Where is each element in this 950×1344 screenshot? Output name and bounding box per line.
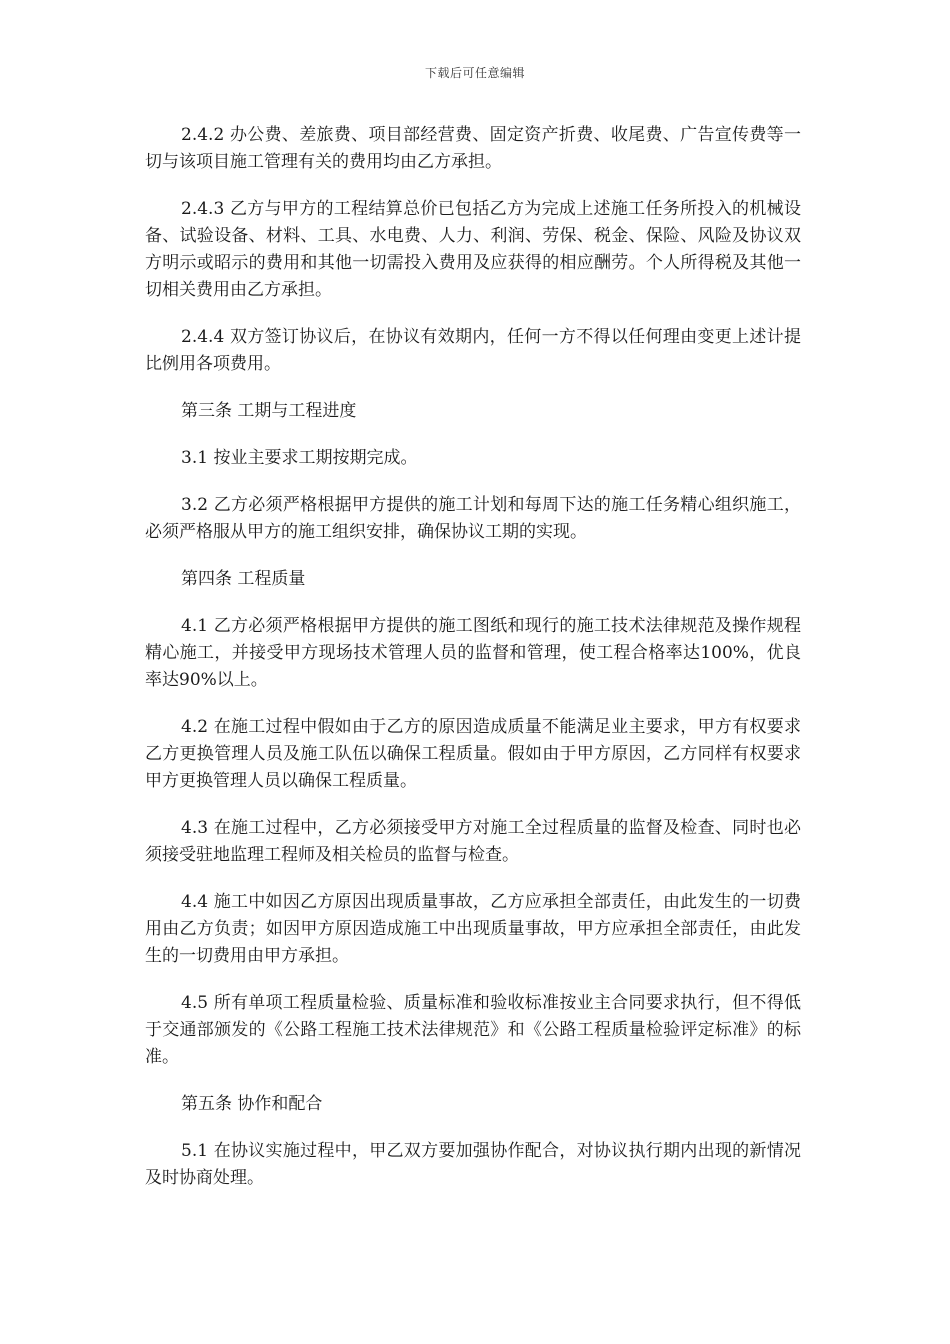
section-heading-article-3: 第三条 工期与工程进度 xyxy=(181,401,357,421)
paragraph-2-4-2: 2.4.2 办公费、差旅费、项目部经营费、固定资产折费、收尾费、广告宣传费等一切与该项目施工管理有关的费用均由乙方承担。 xyxy=(145,125,801,172)
paragraph-4-4: 4.4 施工中如因乙方原因出现质量事故，乙方应承担全部责任，由此发生的一切费用由乙方负责；如因甲方原因造成施工中出现质量事故，甲方应承担全部责任，由此发生的一切费用由甲方承担。 xyxy=(145,892,801,966)
paragraph-4-2: 4.2 在施工过程中假如由于乙方的原因造成质量不能满足业主要求，甲方有权要求乙方更换管理人员及施工队伍以确保工程质量。假如由于甲方原因，乙方同样有权要求甲方更换管理人员以确保工程质量。 xyxy=(145,717,801,791)
paragraph-2-4-4: 2.4.4 双方签订协议后，在协议有效期内，任何一方不得以任何理由变更上述计提比例用各项费用。 xyxy=(145,327,801,374)
paragraph-2-4-3: 2.4.3 乙方与甲方的工程结算总价已包括乙方为完成上述施工任务所投入的机械设备、试验设备、材料、工具、水电费、人力、利润、劳保、税金、保险、风险及协议双方明示或昭示的费用和其他一切需投入费用及应获得的相应酬劳。个人所得税及其他一切相关费用由乙方承担。 xyxy=(145,199,801,300)
page-header-note: 下载后可任意编辑 xyxy=(424,66,525,80)
paragraph-4-3: 4.3 在施工过程中，乙方必须接受甲方对施工全过程质量的监督及检查、同时也必须接受驻地监理工程师及相关检员的监督与检查。 xyxy=(145,818,801,865)
paragraph-3-1: 3.1 按业主要求工期按期完成。 xyxy=(181,448,418,468)
section-heading-article-5: 第五条 协作和配合 xyxy=(181,1094,323,1114)
document-body xyxy=(145,122,801,1212)
paragraph-5-1: 5.1 在协议实施过程中，甲乙双方要加强协作配合，对协议执行期内出现的新情况及时协商处理。 xyxy=(145,1141,801,1188)
paragraph-4-1: 4.1 乙方必须严格根据甲方提供的施工图纸和现行的施工技术法律规范及操作规程精心施工，并接受甲方现场技术管理人员的监督和管理，使工程合格率达100%，优良率达90%以上。 xyxy=(145,616,801,690)
paragraph-4-5: 4.5 所有单项工程质量检验、质量标准和验收标准按业主合同要求执行，但不得低于交通部颁发的《公路工程施工技术法律规范》和《公路工程质量检验评定标准》的标准。 xyxy=(145,993,801,1067)
paragraph-3-2: 3.2 乙方必须严格根据甲方提供的施工计划和每周下达的施工任务精心组织施工，必须严格服从甲方的施工组织安排，确保协议工期的实现。 xyxy=(145,495,801,542)
section-heading-article-4: 第四条 工程质量 xyxy=(181,569,306,589)
